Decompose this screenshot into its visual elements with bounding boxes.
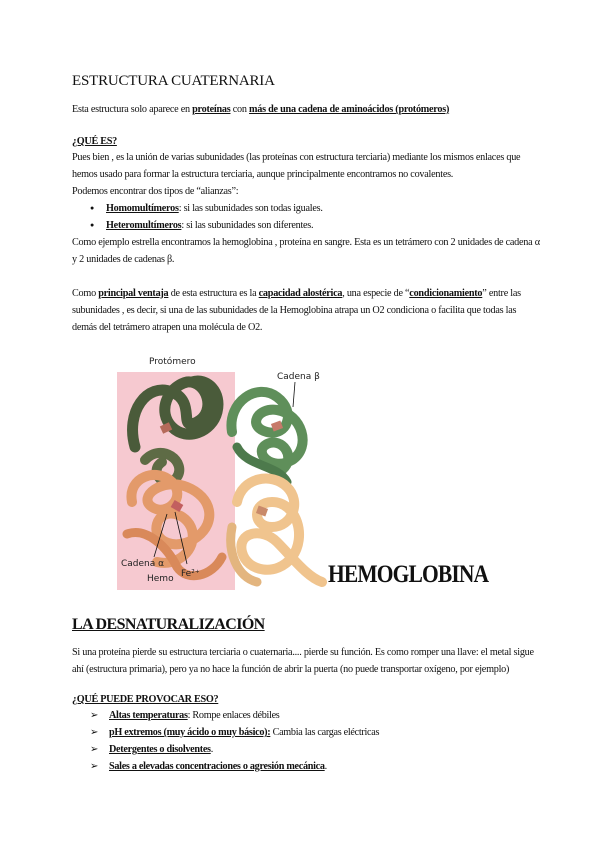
intro-text: Esta estructura solo aparece en [72,104,193,115]
list-item [72,758,379,775]
arrow-bullet-icon: ➢ [90,744,99,755]
desnat-line-2: ahí (estructura primaria), pero ya no hace la función de abrir la puerta (no puede transportar oxígeno, por ejemplo) [72,664,510,675]
ventaja-line-2: subunidades , es decir, si una de las subunidades de la Hemoglobina atrapa un O2 condiciona o facilita que todas las [72,305,517,316]
list-item-desc: : si las subunidades son diferentes. [181,220,314,231]
list-item-desc: Cambia las cargas eléctricas [270,727,380,738]
ventaja-text-4: ” entre las [482,288,521,299]
intro-bold-cadenas: más de una cadena de aminoácidos (protómeros) [249,104,450,115]
intro-paragraph [72,101,449,118]
beta-pointer [293,382,295,407]
list-item [72,707,379,724]
ejemplo-paragraph [72,234,540,268]
causas-heading: ¿QUÉ PUEDE PROVOCAR ESO? [72,694,219,705]
figure-caption: HEMOGLOBINA [328,561,489,588]
label-protomero: Protómero [149,357,196,367]
section-title: ESTRUCTURA CUATERNARIA [72,73,275,89]
que-es-line-2: hemos usado para formar la estructura terciaria, aunque principalmente encontramos no covalentes. [72,169,454,180]
list-item-term: pH extremos (muy ácido o muy básico): [109,727,271,738]
desnaturalizacion-heading: LA DESNATURALIZACIÓN [72,616,265,633]
que-es-line-3: Podemos encontrar dos tipos de “alianzas”: [72,186,239,197]
causas-list [72,707,379,775]
arrow-bullet-icon: ➢ [90,710,99,721]
list-item-desc: : Rompe enlaces débiles [187,710,280,721]
label-cadena-beta: Cadena β [277,372,320,382]
label-cadena-alfa: Cadena α [121,559,165,569]
intro-bold-proteinas: proteínas [192,104,231,115]
ventaja-text: Como [72,288,99,299]
ventaja-bold-1: principal ventaja [98,288,169,299]
ventaja-text-2: de esta estructura es la [168,288,259,299]
hemoglobin-figure [117,352,327,592]
list-item-term: Heteromultímeros [106,220,182,231]
list-item-term: Altas temperaturas [109,710,188,721]
list-item [72,741,379,758]
label-hemo: Hemo [147,574,174,584]
list-item-term: Homomultímeros [106,203,179,214]
tipos-list [72,200,323,234]
list-item-term: Sales a elevadas concentraciones o agresión mecánica [109,761,325,772]
list-item [72,217,323,234]
ventaja-line-3: demás del tetrámero atrapen una molécula de O2. [72,322,263,333]
list-item-term: Detergentes o disolventes [109,744,211,755]
ventaja-bold-2: capacidad alostérica [258,288,343,299]
list-item-desc: . [324,761,327,772]
hemoglobin-illustration [117,352,327,592]
list-item [72,200,323,217]
intro-text-mid: con [230,104,250,115]
list-item [72,724,379,741]
arrow-bullet-icon: ➢ [90,761,99,772]
label-fe: Fe²⁺ [181,569,200,579]
ejemplo-line-1: Como ejemplo estrella encontramos la hemoglobina , proteína en sangre. Esta es un tetrámero con 2 unidades de cadena α [72,237,540,248]
arrow-bullet-icon: ➢ [90,727,99,738]
list-item-desc: : si las subunidades son todas iguales. [178,203,323,214]
ventaja-text-3: , una especie de “ [342,288,410,299]
que-es-paragraph [72,149,520,200]
que-es-line-1: Pues bien , es la unión de varias subunidades (las proteínas con estructura terciaria) mediante los mismos enlaces que [72,152,521,163]
desnat-line-1: Si una proteína pierde su estructura terciaria o cuaternaria.... pierde su función. Es como romper una llave: el metal sigue [72,647,534,658]
ventaja-paragraph [72,285,521,336]
ventaja-line-1 [72,285,521,302]
que-es-heading: ¿QUÉ ES? [72,136,117,147]
desnat-paragraph [72,644,534,678]
ventaja-bold-3: condicionamiento [409,288,483,299]
list-item-desc: . [210,744,213,755]
ejemplo-line-2: y 2 unidades de cadenas β. [72,254,175,265]
